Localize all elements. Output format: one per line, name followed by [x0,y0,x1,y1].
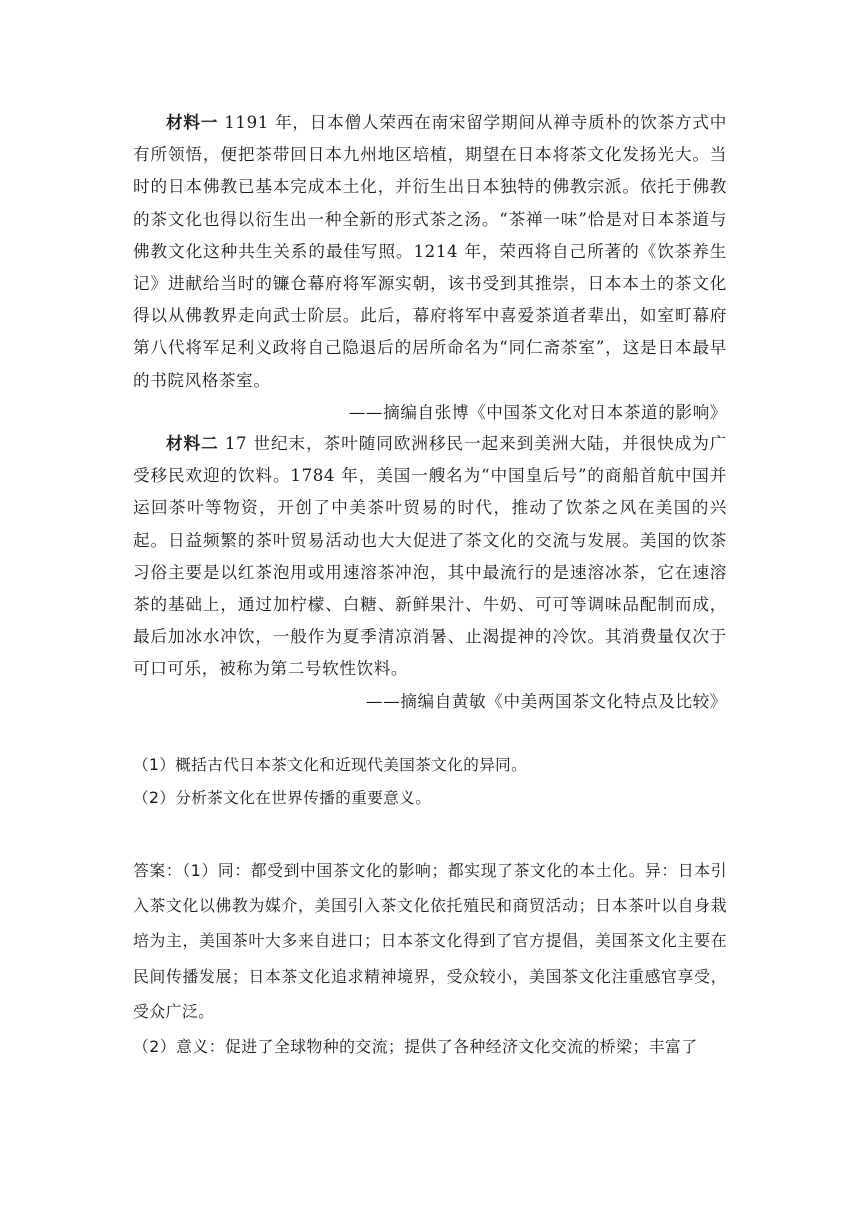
question-2: （2）分析茶文化在世界传播的重要意义。 [133,789,432,807]
answer-section [133,853,727,1064]
material-two-body: 17 世纪末，茶叶随同欧洲移民一起来到美洲大陆，并很快成为广受移民欢迎的饮料。1784 年，美国一艘名为“中国皇后号”的商船首航中国并运回茶叶等物资，开创了中美茶叶贸易的时代，推动了饮茶之风在美国的兴起。日益频繁的茶叶贸易活动也大大促进了茶文化的交流与发展。美国的饮茶习俗主要是以红茶泡用或用速溶茶冲泡，其中最流行的是速溶冰茶，它在速溶茶的基础上，通过加柠檬、白糖、新鲜果汁、牛奶、可可等调味品配制而成，最后加冰水冲饮，一般作为夏季清凉消暑、止渴提神的冷饮。其消费量仅次于可口可乐，被称为第二号软性饮料。 [133,434,727,679]
material-two-source: ——摘编自黄敏《中美两国茶文化特点及比较》 [365,691,727,711]
answer-part-1: 答案：（1）同：都受到中国茶文化的影响；都实现了茶文化的本土化。异：日本引入茶文化以佛教为媒介，美国引入茶文化依托殖民和商贸活动；日本茶叶以自身栽培为主，美国茶叶大多来自进口；日本茶文化得到了官方提倡，美国茶文化主要在民间传播发展；日本茶文化追求精神境界，受众较小，美国茶文化注重感官享受，受众广泛。 [133,861,727,1021]
material-one [133,106,727,429]
material-two-paragraph [133,427,727,686]
questions [133,749,727,815]
material-two [133,427,727,718]
question-1: （1）概括古代日本茶文化和近现代美国茶文化的异同。 [133,756,528,774]
material-one-source: ——摘编自张博《中国茶文化对日本茶道的影响》 [348,402,727,422]
material-one-paragraph [133,106,727,397]
material-one-lead: 材料一 [166,112,219,132]
material-two-lead: 材料二 [166,433,219,453]
answer-part-2: （2）意义：促进了全球物种的交流；提供了各种经济文化交流的桥梁；丰富了 [133,1037,698,1057]
material-one-body: 1191 年，日本僧人荣西在南宋留学期间从禅寺质朴的饮茶方式中有所领悟，便把茶带回日本九州地区培植，期望在日本将茶文化发扬光大。当时的日本佛教已基本完成本土化，并衍生出日本独特的佛教宗派。依托于佛教的茶文化也得以衍生出一种全新的形式茶之汤。“茶禅一味”恰是对日本茶道与佛教文化这种共生关系的最佳写照。1214 年，荣西将自己所著的《饮茶养生记》进献给当时的镰仓幕府将军源实朝，该书受到其推崇，日本本土的茶文化得以从佛教界走向武士阶层。此后，幕府将军中喜爱茶道者辈出，如室町幕府第八代将军足利义政将自己隐退后的居所命名为“同仁斋茶室”，这是日本最早的书院风格茶室。 [133,113,727,390]
